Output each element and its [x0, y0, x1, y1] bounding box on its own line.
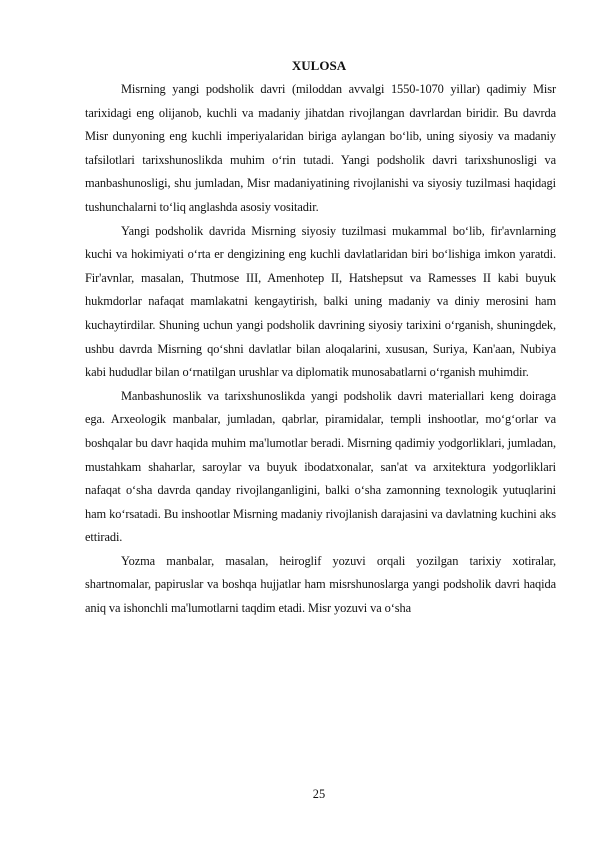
paragraph: Misrning yangi podsholik davri (miloddan avvalgi 1550-1070 yillar) qadimiy Misr tarixidagi eng olijanob, kuchli va madaniy jihatdan rivojlangan davrlardan biridir. Bu davrda Misr dunyoning eng kuchli imperiyalaridan biriga aylangan bo‘lib, uning siyosiy va madaniy tafsilotlari tarixshunoslikda muhim o‘rin tutadi. Yangi podsholik davri tarixshunosligi va manbashunosligi, shu jumladan, Misr madaniyatining rivojlanishi va siyosiy tuzilmasi haqidagi tushunchalarni to‘liq anglashda asosiy vositadir.	[85, 82, 556, 214]
paragraph: Yangi podsholik davrida Misrning siyosiy tuzilmasi mukammal bo‘lib, fir'avnlarning kuchi va hokimiyati o‘rta er dengizining eng kuchli davlatlaridan biri bo‘lishiga imkon yaratdi. Fir'avnlar, masalan, Thutmose III, Amenhotep II, Hatshepsut va Ramesses II kabi buyuk hukmdorlar nafaqat mamlakatni kengaytirish, balki uning madaniy va diniy merosini ham kuchaytirdilar. Shuning uchun yangi podsholik davrining siyosiy tarixini o‘rganish, shuningdek, ushbu davrda Misrning qo‘shni davlatlar bilan aloqalarini, xususan, Suriya, Kan'aan, Nubiya kabi hududlar bilan o‘rnatilgan urushlar va diplomatik munosabatlarni o‘rganish muhimdir.	[85, 223, 556, 380]
paragraph: Manbashunoslik va tarixshunoslikda yangi podsholik davri materiallari keng doiraga ega. Arxeologik manbalar, jumladan, qabrlar, piramidalar, templi inshootlar, mo‘g‘orlar va boshqalar bu davr haqida muhim ma'lumotlar beradi. Misrning qadimiy yodgorliklari, jumladan, mustahkam shaharlar, saroylar va buyuk ibodatxonalar, san'at va arxitektura yodgorliklari nafaqat o‘sha davrda qanday rivojlanganligini, balki o‘sha zamonning texnologik yutuqlarini ham ko‘rsatadi. Bu inshootlar Misrning madaniy rivojlanish darajasini va davlatning kuchini aks ettiradi.	[85, 388, 556, 545]
page-number: 25	[312, 787, 326, 801]
page-title: XULOSA	[291, 58, 347, 73]
paragraph: Yozma manbalar, masalan, heiroglif yozuvi orqali yozilgan tarixiy xotiralar, shartnomalar, papiruslar va boshqa hujjatlar ham misrshunoslarga yangi podsholik davri haqida aniq va ishonchli ma'lumotlarni taqdim etadi. Misr yozuvi va o‘sha	[85, 553, 556, 616]
body-text	[85, 78, 556, 621]
